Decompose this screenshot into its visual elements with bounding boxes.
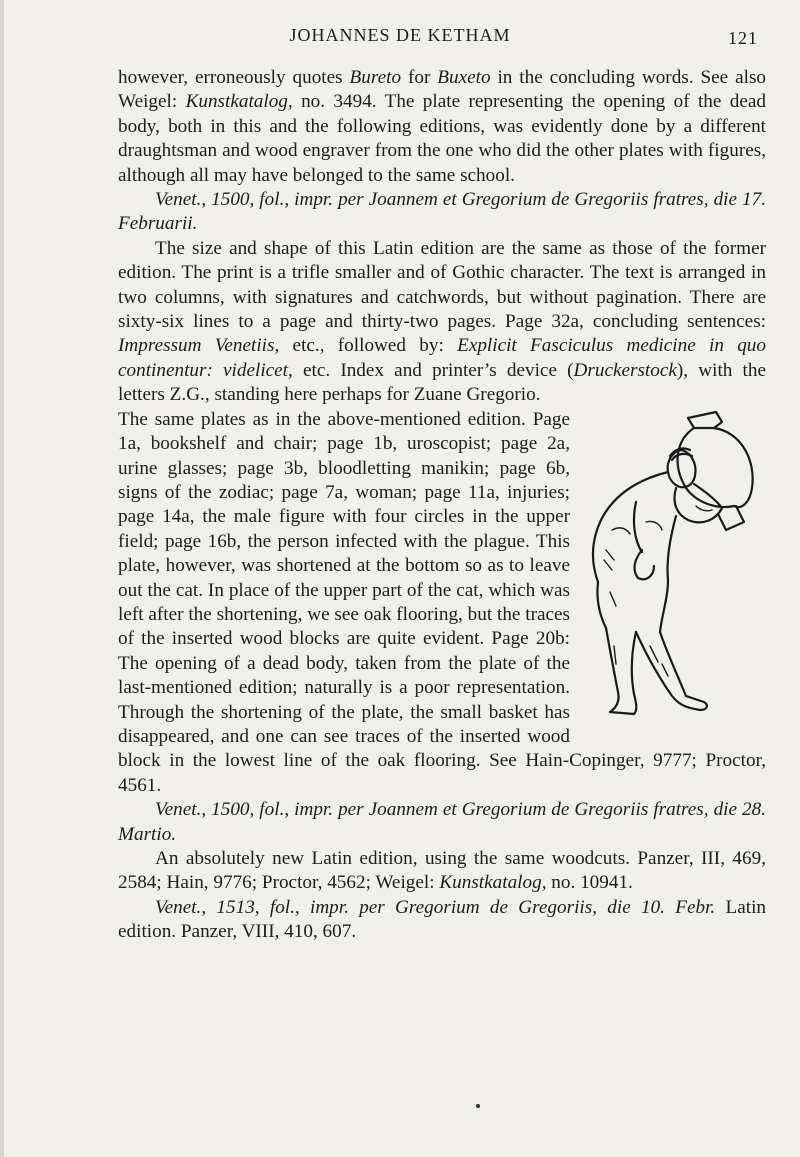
paragraph-text: The same plates as in the above-mentioned edition. Page 1a, bookshelf and chair; page 1b, uroscopist; page 2a, urine glasses; page 3b, bloodletting manikin; page 6b, signs of the zodiac; page 7a, woman; page 11a, injuries; page 14a, the male figure with four circles in the upper field; page 16b, the person infected with the plague. This plate, however, was shortened at the bottom so as to leave out the cat. In place of the upper part of the cat, which was left after the shortening, we see oak flooring, but the traces of the inserted wood blocks are quite evident. Page 20b: The opening of a dead body, taken from the plate of the last-mentioned edition; naturally is a poor representation. Through the shortening of the plate, the small basket has disappeared, and one can see traces of the inserted wood block in the lowest line of the oak flooring. See Hain-Copinger, 9777; Proctor, 4561.: [118, 408, 766, 796]
italic-run: Buxeto: [437, 67, 491, 88]
paragraph-text: [118, 799, 766, 844]
print-speck: [476, 1104, 480, 1108]
paragraph-text: [118, 189, 766, 234]
edition-heading-1500-feb: [118, 188, 766, 237]
paragraph-edition-description: [118, 237, 766, 408]
edition-heading-1513: [118, 896, 766, 945]
running-header: JOHANNES DE KETHAM: [289, 25, 511, 45]
woodcut-figure-jar-bearer: [576, 410, 766, 725]
italic-run: Impressum Venetiis,: [118, 335, 280, 357]
body-text: [118, 66, 766, 945]
italic-run: Explicit Fasciculus medicine in quo continentur: videlicet,: [118, 335, 766, 381]
italic-run: Venet., 1513, fol., impr. per Gregorium de Gregoriis, die 10. Febr.: [155, 896, 716, 918]
paragraph-continuation: [118, 66, 766, 188]
paragraph-new-latin-edition: [118, 847, 766, 896]
paragraph-text: however, erroneously quotes Bureto for Buxeto in the concluding words. See also Weigel: Kunstkatalog, no. 3494. The plate representing the opening of the dead body, both in this and the following editions, was evidently done by a different draughtsman and wood engraver from the one who did the other plates with figures, although all may have belonged to the same school.: [118, 67, 767, 186]
italic-run: Kunstkatalog,: [185, 91, 293, 113]
page-edge-shadow: [0, 0, 4, 1157]
paragraph-text: The size and shape of this Latin edition are the same as those of the former edition. The print is a trifle smaller and of Gothic character. The text is arranged in two columns, with signatures and catchwords, but without pagination. There are sixty-six lines to a page and thirty-two pages. Page 32a, concluding sentences: Impressum Venetiis, etc., followed by: Explicit Fasciculus medicine in quo continentur: videlicet, etc. Index and printer’s device (Druckerstock), with the letters Z.G., standing here perhaps for Zuane Gregorio.: [118, 237, 766, 406]
paragraph-text: An absolutely new Latin edition, using the same woodcuts. Panzer, III, 469, 2584; Hain, 9776; Proctor, 4562; Weigel: Kunstkatalog, no. 10941.: [118, 848, 766, 894]
page-number: 121: [728, 28, 758, 48]
paragraph-text: Venet., 1513, fol., impr. per Gregorium de Gregoriis, die 10. Febr. Latin edition. Panzer, VIII, 410, 607.: [118, 896, 766, 943]
italic-run: Druckerstock: [573, 359, 677, 381]
paragraph-plates: [118, 408, 766, 799]
edition-heading-1500-mar: [118, 798, 766, 847]
italic-run: Venet., 1500, fol., impr. per Joannem et Gregorium de Gregoriis fratres, die 28. Martio.: [118, 799, 766, 845]
italic-run: Kunstkatalog,: [439, 872, 547, 894]
italic-run: Bureto: [349, 67, 402, 88]
italic-run: Venet., 1500, fol., impr. per Joannem et Gregorium de Gregoriis fratres, die 17. Februarii.: [118, 189, 766, 235]
